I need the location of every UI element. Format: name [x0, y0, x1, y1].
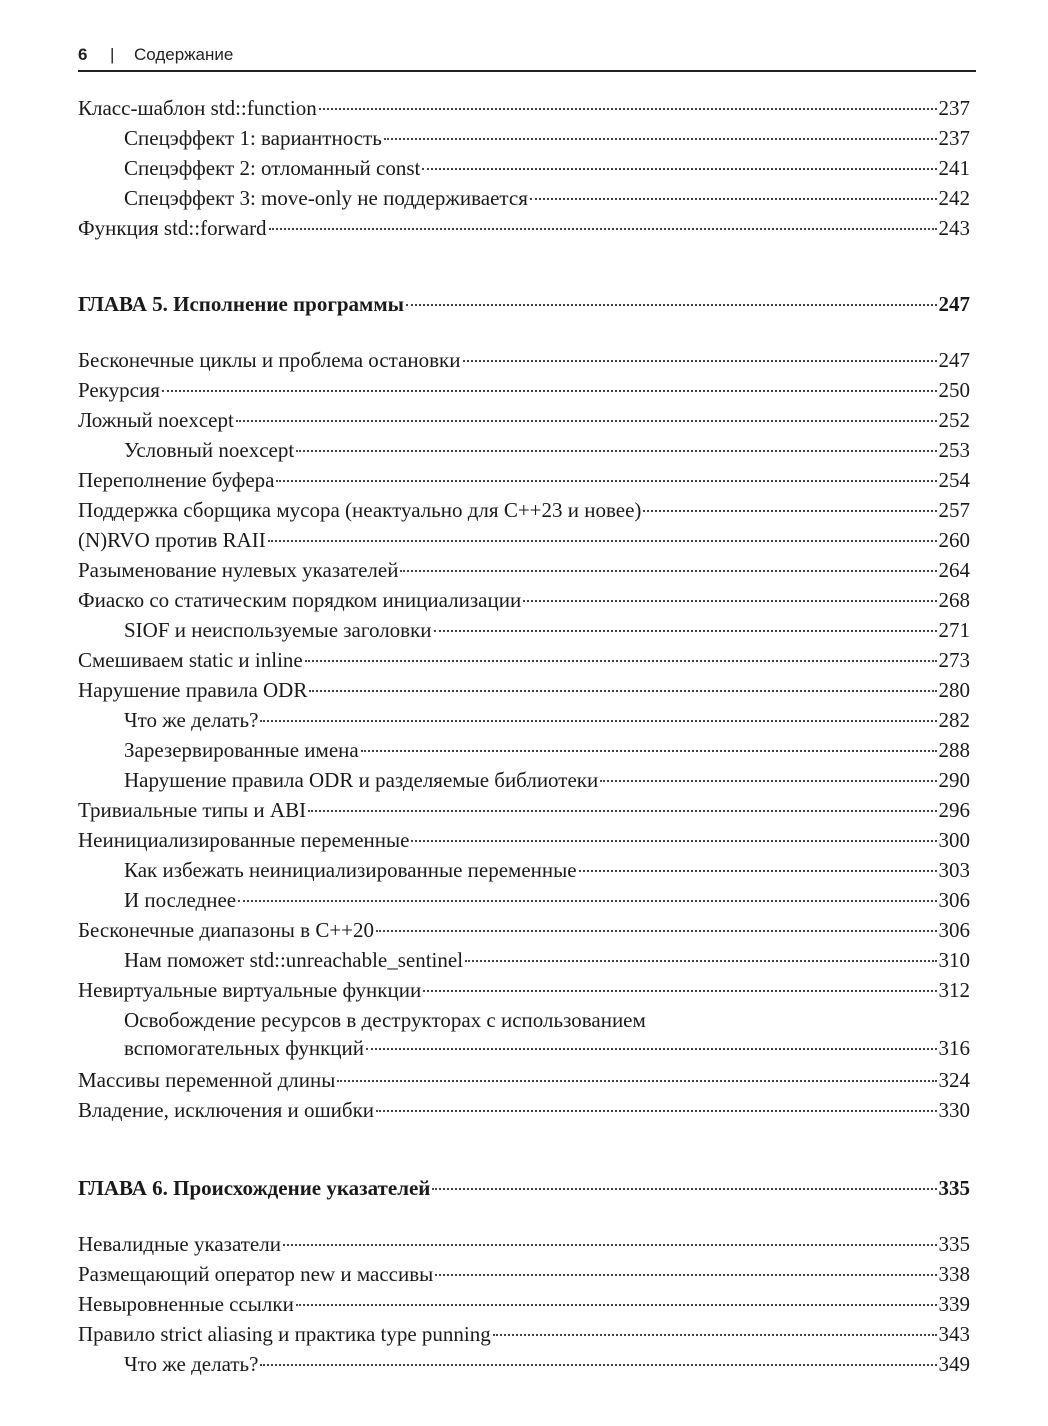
leader-dots	[523, 600, 936, 602]
toc-entry-title: Спецэффект 2: отломанный const	[124, 156, 421, 180]
toc-page-number: 290	[938, 768, 970, 792]
toc-page-number: 241	[938, 156, 970, 180]
leader-dots	[337, 1080, 936, 1082]
leader-dots	[319, 108, 937, 110]
running-header	[78, 44, 976, 72]
toc-page-number: 306	[938, 888, 970, 912]
chapter-entry	[78, 1174, 970, 1202]
toc-entry	[78, 346, 970, 374]
toc-page-number: 339	[938, 1292, 970, 1316]
toc-entry	[124, 886, 970, 914]
toc-entry	[78, 556, 970, 584]
leader-dots	[384, 138, 937, 140]
leader-dots	[269, 228, 937, 230]
toc-page-number: 296	[938, 798, 970, 822]
toc-page-number: 250	[938, 378, 970, 402]
toc-entry	[124, 616, 970, 644]
leader-dots	[465, 960, 936, 962]
toc-entry	[78, 466, 970, 494]
toc-entry-title: Владение, исключения и ошибки	[78, 1098, 375, 1122]
toc-entry	[78, 646, 970, 674]
leader-dots	[579, 870, 937, 872]
toc-entry	[78, 676, 970, 704]
leader-dots	[411, 840, 936, 842]
toc-page-number: 237	[938, 126, 970, 150]
leader-dots	[162, 390, 937, 392]
toc-entry	[78, 796, 970, 824]
section-title: Содержание	[134, 45, 234, 64]
toc-entry-title: Нарушение правила ODR	[78, 678, 308, 702]
toc-entry	[78, 1230, 970, 1258]
toc-page-number: 330	[938, 1098, 970, 1122]
leader-dots	[432, 1188, 936, 1190]
toc-page-number: 260	[938, 528, 970, 552]
toc-entry-title: Правило strict aliasing и практика type punning	[78, 1322, 491, 1346]
toc-page-number: 247	[938, 348, 970, 372]
toc-page-number: 254	[938, 468, 970, 492]
toc-page-number: 310	[938, 948, 970, 972]
leader-dots	[309, 690, 936, 692]
toc-entry-title: Ложный noexcept	[78, 408, 234, 432]
toc-entry	[124, 766, 970, 794]
toc-entry-title: Фиаско со статическим порядком инициализации	[78, 588, 522, 612]
toc-entry	[124, 184, 970, 212]
leader-dots	[236, 420, 937, 422]
toc-entry	[78, 1096, 970, 1124]
toc-entry	[78, 586, 970, 614]
toc-entry-title: ГЛАВА 5. Исполнение программы	[78, 292, 405, 316]
toc-page-number: 271	[938, 618, 970, 642]
leader-dots	[260, 1364, 936, 1366]
toc-page-number: 288	[938, 738, 970, 762]
toc-entry	[78, 1066, 970, 1094]
toc-page-number: 282	[938, 708, 970, 732]
toc-page-number: 264	[938, 558, 970, 582]
leader-dots	[423, 990, 936, 992]
leader-dots	[400, 570, 936, 572]
toc-entry	[78, 496, 970, 524]
leader-dots	[422, 168, 936, 170]
toc-entry	[124, 1006, 970, 1066]
toc-entry-title: Класс-шаблон std::function	[78, 96, 317, 120]
leader-dots	[238, 900, 936, 902]
toc-entry-title: И последнее	[124, 888, 237, 912]
leader-dots	[361, 750, 937, 752]
leader-dots	[260, 720, 936, 722]
toc-entry	[124, 1350, 970, 1378]
toc-entry	[78, 916, 970, 944]
toc-page-number: 268	[938, 588, 970, 612]
toc-entry-title: Спецэффект 3: move-only не поддерживается	[124, 186, 528, 210]
toc-page-number: 280	[938, 678, 970, 702]
toc-entry-title: Зарезервированные имена	[124, 738, 359, 762]
leader-dots	[276, 480, 936, 482]
toc-page-number: 300	[938, 828, 970, 852]
leader-dots	[283, 1244, 937, 1246]
toc-page-number: 306	[938, 918, 970, 942]
toc-page-number: 335	[938, 1232, 970, 1256]
toc-entry-title: Рекурсия	[78, 378, 160, 402]
leader-dots	[376, 1110, 936, 1112]
toc-entry	[124, 706, 970, 734]
toc-page-number: 237	[938, 96, 970, 120]
toc-page-number: 338	[938, 1262, 970, 1286]
toc-entry-title: Смешиваем static и inline	[78, 648, 303, 672]
header-separator: |	[110, 45, 115, 64]
toc-entry	[124, 436, 970, 464]
toc-entry-title: Переполнение буфера	[78, 468, 275, 492]
leader-dots	[463, 360, 937, 362]
toc-page-number: 273	[938, 648, 970, 672]
toc-entry	[78, 94, 970, 122]
toc-page-number: 312	[938, 978, 970, 1002]
toc-entry-title: Как избежать неинициализированные переменные	[124, 858, 577, 882]
leader-dots	[530, 198, 937, 200]
toc-page-number: 252	[938, 408, 970, 432]
toc-entry-title: Нам поможет std::unreachable_sentinel	[124, 948, 464, 972]
toc-entry-title: Что же делать?	[124, 1352, 259, 1376]
leader-dots	[305, 660, 937, 662]
toc-entry-title: Невалидные указатели	[78, 1232, 281, 1256]
toc-entry-title: Нарушение правила ODR и разделяемые библиотеки	[124, 768, 599, 792]
toc-entry-title: Поддержка сборщика мусора (неактуально для C++23 и новее)	[78, 498, 642, 522]
toc-entry-title: Что же делать?	[124, 708, 259, 732]
toc-entry	[124, 124, 970, 152]
toc-entry-title: Бесконечные диапазоны в C++20	[78, 918, 375, 942]
toc-entry-title: Невыровненные ссылки	[78, 1292, 294, 1316]
toc-entry-title-cont: вспомогательных функций	[124, 1036, 365, 1060]
leader-dots	[493, 1334, 937, 1336]
toc-entry	[78, 526, 970, 554]
toc-entry-title: Тривиальные типы и ABI	[78, 798, 307, 822]
toc-page-number: 349	[938, 1352, 970, 1376]
toc-entry	[124, 736, 970, 764]
toc-entry-title: ГЛАВА 6. Происхождение указателей	[78, 1176, 431, 1200]
toc-entry	[124, 154, 970, 182]
toc-entry	[78, 214, 970, 242]
toc-entry	[124, 856, 970, 884]
toc-entry	[124, 946, 970, 974]
toc-entry	[78, 1260, 970, 1288]
toc-entry-title: Спецэффект 1: вариантность	[124, 126, 382, 150]
toc-entry-title: Массивы переменной длины	[78, 1068, 336, 1092]
toc-page-number: 335	[938, 1176, 970, 1200]
toc-page-number: 242	[938, 186, 970, 210]
toc-page-number: 343	[938, 1322, 970, 1346]
chapter-entry	[78, 290, 970, 318]
leader-dots	[308, 810, 936, 812]
toc-entry	[78, 376, 970, 404]
toc-page-number: 243	[938, 216, 970, 240]
leader-dots	[435, 1274, 936, 1276]
leader-dots	[268, 540, 937, 542]
leader-dots	[406, 304, 936, 306]
toc-entry-title: Условный noexcept	[124, 438, 295, 462]
toc-entry-title: Невиртуальные виртуальные функции	[78, 978, 422, 1002]
toc-page-number: 247	[938, 292, 970, 316]
toc-page-number: 257	[938, 498, 970, 522]
toc-entry-title: Освобождение ресурсов в деструкторах с использованием	[124, 1008, 646, 1032]
leader-dots	[366, 1048, 936, 1050]
leader-dots	[643, 510, 936, 512]
leader-dots	[296, 1304, 937, 1306]
toc-entry	[78, 826, 970, 854]
page-number: 6	[78, 45, 88, 64]
toc-entry-title: Бесконечные циклы и проблема остановки	[78, 348, 461, 372]
toc-page-number: 316	[938, 1036, 970, 1060]
toc-page-number: 324	[938, 1068, 970, 1092]
leader-dots	[376, 930, 936, 932]
toc-entry	[78, 1290, 970, 1318]
toc-entry-title: SIOF и неиспользуемые заголовки	[124, 618, 432, 642]
toc-page-number: 253	[938, 438, 970, 462]
toc-page-number: 303	[938, 858, 970, 882]
toc-entry-title: Разыменование нулевых указателей	[78, 558, 399, 582]
toc-entry-title: (N)RVO против RAII	[78, 528, 266, 552]
toc-entry-title: Неинициализированные переменные	[78, 828, 410, 852]
leader-dots	[296, 450, 936, 452]
toc-entry	[78, 1320, 970, 1348]
toc-entry-title: Функция std::forward	[78, 216, 267, 240]
leader-dots	[434, 630, 937, 632]
leader-dots	[600, 780, 936, 782]
toc-entry-title: Размещающий оператор new и массивы	[78, 1262, 434, 1286]
toc-entry	[78, 406, 970, 434]
toc-entry	[78, 976, 970, 1004]
